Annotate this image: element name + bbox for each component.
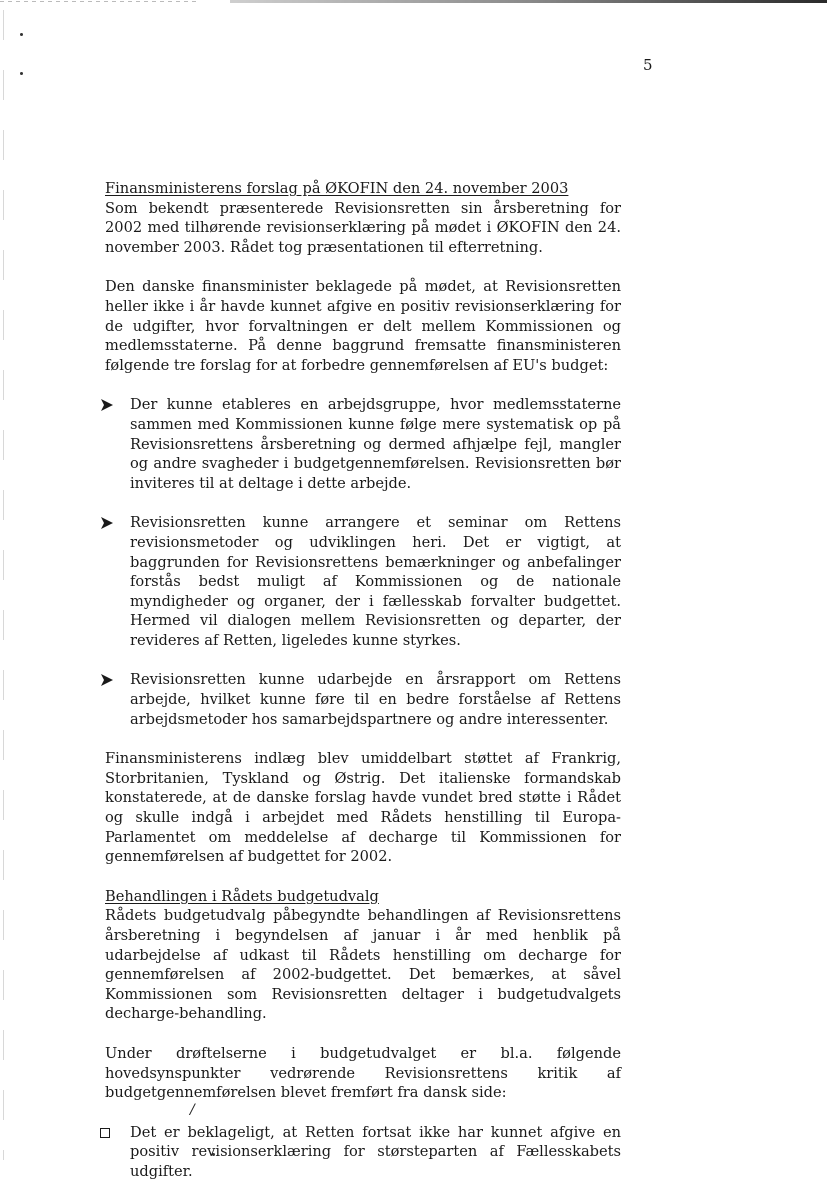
section-heading-okofin: Finansministerens forslag på ØKOFIN den 24. november 2003 <box>105 180 569 197</box>
document-body <box>105 179 621 1182</box>
square-bullet-icon <box>100 1128 110 1138</box>
scan-edge-left <box>3 10 4 1160</box>
paragraph-intro: Som bekendt præsenterede Revisionsretten sin årsberetning for 2002 med tilhørende revisionserklæring på mødet i ØKOFIN den 24. november 2003. Rådet tog præsentationen til efterretning. <box>105 199 621 256</box>
scan-edge-top-left <box>0 1 200 2</box>
arrow-bullet-icon <box>100 398 114 412</box>
scan-edge-top <box>230 0 827 3</box>
page-number: 5 <box>643 56 653 74</box>
list-item-proposal-1 <box>105 395 621 493</box>
paragraph-support: Finansministerens indlæg blev umiddelbart støttet af Frankrig, Storbritanien, Tyskland og Østrig. Det italienske formandskab konstaterede, at de danske forslag havde vundet bred støtte i Rådet og skulle indgå i arbejdet med Rådets henstilling til Europa-Parlamentet om meddelelse af decharge til Kommissionen for gennemførelsen af budgettet for 2002. <box>105 750 621 866</box>
list-item-text: Det er beklageligt, at Retten fortsat ikke har kunnet afgive en positiv revisionserklæring for størsteparten af Fællesskabets udgifter. <box>130 1123 621 1180</box>
paragraph-danish-views: Under drøftelserne i budgetudvalget er bl.a. følgende hovedsynspunkter vedrørende Revisionsrettens kritik af budgetgennemførelsen blevet fremført fra dansk side: <box>105 1044 621 1102</box>
list-item-text: Der kunne etableres en arbejdsgruppe, hvor medlemsstaterne sammen med Kommissionen kunne følge mere systematisk op på Revisionsrettens årsberetning og dermed afhjælpe fejl, mangler og andre svagheder i budgetgennemførelsen. Revisionsretten bør inviteres til at deltage i dette arbejde. <box>130 396 621 492</box>
list-item-text: Revisionsretten kunne udarbejde en årsrapport om Rettens arbejde, hvilket kunne føre til en bedre forståelse af Rettens arbejdsmetoder hos samarbejdspartnere og andre interessenter. <box>130 671 621 728</box>
list-item-proposal-2 <box>105 513 621 650</box>
paragraph-finance-minister: Den danske finansminister beklagede på mødet, at Revisionsretten heller ikke i år havde kunnet afgive en positiv revisionserklæring for de udgifter, hvor forvaltningen er delt mellem Kommissionen og medlemsstaterne. På denne baggrund fremsatte finansministeren følgende tre forslag for at forbedre gennemførelsen af EU's budget: <box>105 278 621 374</box>
arrow-bullet-icon <box>100 516 114 530</box>
scan-speck <box>20 72 23 75</box>
list-item-proposal-3 <box>105 670 621 729</box>
list-item-danish-view-1 <box>105 1123 621 1182</box>
paragraph-budget-committee: Rådets budgetudvalg påbegyndte behandlingen af Revisionsrettens årsberetning i begyndelsen af januar i år med henblik på udarbejdelse af udkast til Rådets henstilling om decharge for gennemførelsen af 2002-budgettet. Det bemærkes, at såvel Kommissionen som Revisionsretten deltager i budgetudvalgets decharge-behandling. <box>105 907 621 1023</box>
scan-mark: / <box>190 1102 195 1118</box>
scan-speck <box>20 33 23 36</box>
list-item-text: Revisionsretten kunne arrangere et seminar om Rettens revisionsmetoder og udviklingen heri. Det er vigtigt, at baggrunden for Revisionsrettens bemærkninger og anbefalinger forstås bedst muligt af Kommissionen og de nationale myndigheder og organer, der i fællesskab forvalter budgettet. Hermed vil dialogen mellem Revisionsretten og departer, der revideres af Retten, ligeledes kunne styrkes. <box>130 514 621 649</box>
arrow-bullet-icon <box>100 673 114 687</box>
section-heading-budget-committee: Behandlingen i Rådets budgetudvalg <box>105 887 379 905</box>
